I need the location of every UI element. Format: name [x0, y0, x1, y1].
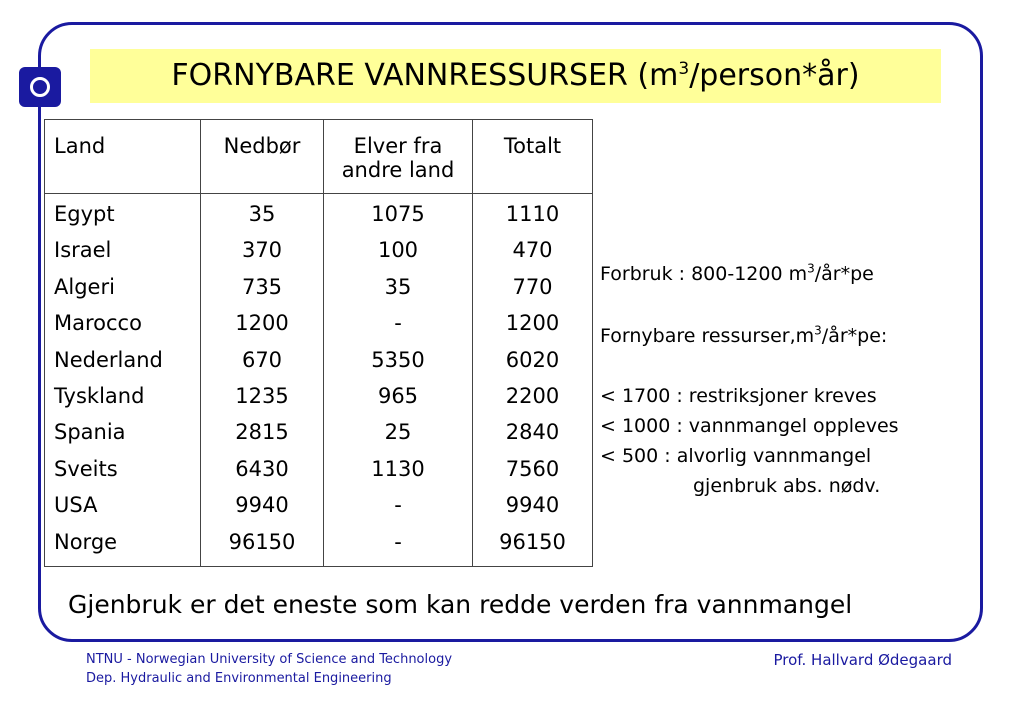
table-cell-totalt: 2840	[505, 420, 560, 445]
consumption-notes	[600, 259, 899, 501]
table-cell-elver: 965	[377, 383, 419, 408]
table-cell-elver: 5350	[371, 347, 425, 372]
slide-title	[90, 49, 941, 103]
table-cell-nedbor: 9940	[235, 493, 289, 518]
fornybare-unit: /år*pe:	[821, 325, 888, 347]
threshold-500-note: gjenbruk abs. nødv.	[693, 475, 881, 497]
footer-org-line1: NTNU - Norwegian University of Science and Technology	[86, 652, 453, 667]
table-cell-land: Algeri	[54, 274, 115, 299]
table-cell-elver: 35	[384, 274, 412, 299]
ntnu-logo	[19, 67, 61, 107]
table-cell-totalt: 1200	[505, 311, 560, 336]
forbruk-line	[600, 259, 899, 289]
table-cell-nedbor: 6430	[235, 456, 289, 481]
table-cell-land: Norge	[54, 529, 118, 554]
column-nedbor	[201, 194, 324, 567]
table-cell-elver: 25	[384, 420, 412, 445]
table-cell-totalt: 470	[512, 238, 553, 263]
table-cell-nedbor: 735	[241, 274, 283, 299]
table-cell-totalt: 770	[512, 274, 553, 299]
column-totalt	[473, 194, 593, 567]
table-cell-nedbor: 370	[241, 238, 283, 263]
table-cell-totalt: 9940	[505, 493, 560, 518]
table-cell-totalt: 96150	[499, 529, 566, 554]
header-elver	[324, 120, 473, 194]
table-cell-totalt: 7560	[505, 456, 560, 481]
table-cell-land: USA	[54, 493, 98, 518]
table-cell-elver: -	[394, 311, 402, 336]
footer-org-line2: Dep. Hydraulic and Environmental Engineering	[86, 671, 392, 686]
table-cell-elver: 100	[377, 238, 419, 263]
forbruk-unit: /år*pe	[814, 263, 874, 285]
table-cell-totalt: 2200	[505, 383, 560, 408]
table-header-row	[45, 120, 593, 194]
table-cell-elver: -	[394, 529, 402, 554]
table-cell-land: Marocco	[54, 311, 142, 336]
header-elver-line2: andre land	[341, 158, 455, 182]
logo-ring-icon	[30, 77, 50, 97]
water-resources-table	[44, 119, 593, 567]
forbruk-superscript: 3	[807, 261, 815, 276]
threshold-1700: < 1700 : restriksjoner kreves	[600, 385, 877, 407]
threshold-1000: < 1000 : vannmangel oppleves	[600, 415, 899, 437]
table-cell-land: Israel	[54, 238, 112, 263]
table-cell-elver: 1130	[371, 456, 425, 481]
table-cell-land: Nederland	[54, 347, 163, 372]
title-superscript: 3	[678, 59, 690, 79]
table-cell-nedbor: 35	[248, 202, 276, 226]
header-totalt: Totalt	[473, 120, 593, 194]
header-land: Land	[45, 120, 201, 194]
table-cell-elver: 1075	[371, 202, 425, 226]
fornybare-line	[600, 321, 899, 351]
table-body	[45, 194, 593, 567]
footer-author: Prof. Hallvard Ødegaard	[773, 651, 952, 669]
table-cell-land: Sveits	[54, 456, 118, 481]
table-cell-nedbor: 1200	[235, 311, 289, 336]
threshold-500: < 500 : alvorlig vannmangel	[600, 445, 872, 467]
forbruk-text: Forbruk : 800-1200 m	[600, 263, 808, 285]
title-text: FORNYBARE VANNRESSURSER (m	[171, 58, 679, 93]
table-cell-nedbor: 1235	[235, 383, 289, 408]
table-cell-nedbor: 670	[241, 347, 283, 372]
fornybare-superscript: 3	[814, 323, 822, 338]
header-elver-line1: Elver fra	[353, 134, 443, 158]
table-cell-totalt: 6020	[505, 347, 560, 372]
column-land	[45, 194, 201, 567]
table-cell-nedbor: 96150	[228, 529, 296, 554]
footer-organization	[86, 650, 452, 688]
table-cell-nedbor: 2815	[235, 420, 289, 445]
table-cell-totalt: 1110	[505, 202, 560, 226]
bottom-statement: Gjenbruk er det eneste som kan redde verden fra vannmangel	[68, 590, 853, 619]
fornybare-text: Fornybare ressurser,m	[600, 325, 815, 347]
table-cell-elver: -	[394, 493, 402, 518]
header-nedbor: Nedbør	[201, 120, 324, 194]
table-cell-land: Egypt	[54, 202, 115, 226]
title-tail: /person*år)	[689, 58, 860, 93]
table-cell-land: Spania	[54, 420, 126, 445]
table-cell-land: Tyskland	[54, 383, 145, 408]
column-elver	[324, 194, 473, 567]
